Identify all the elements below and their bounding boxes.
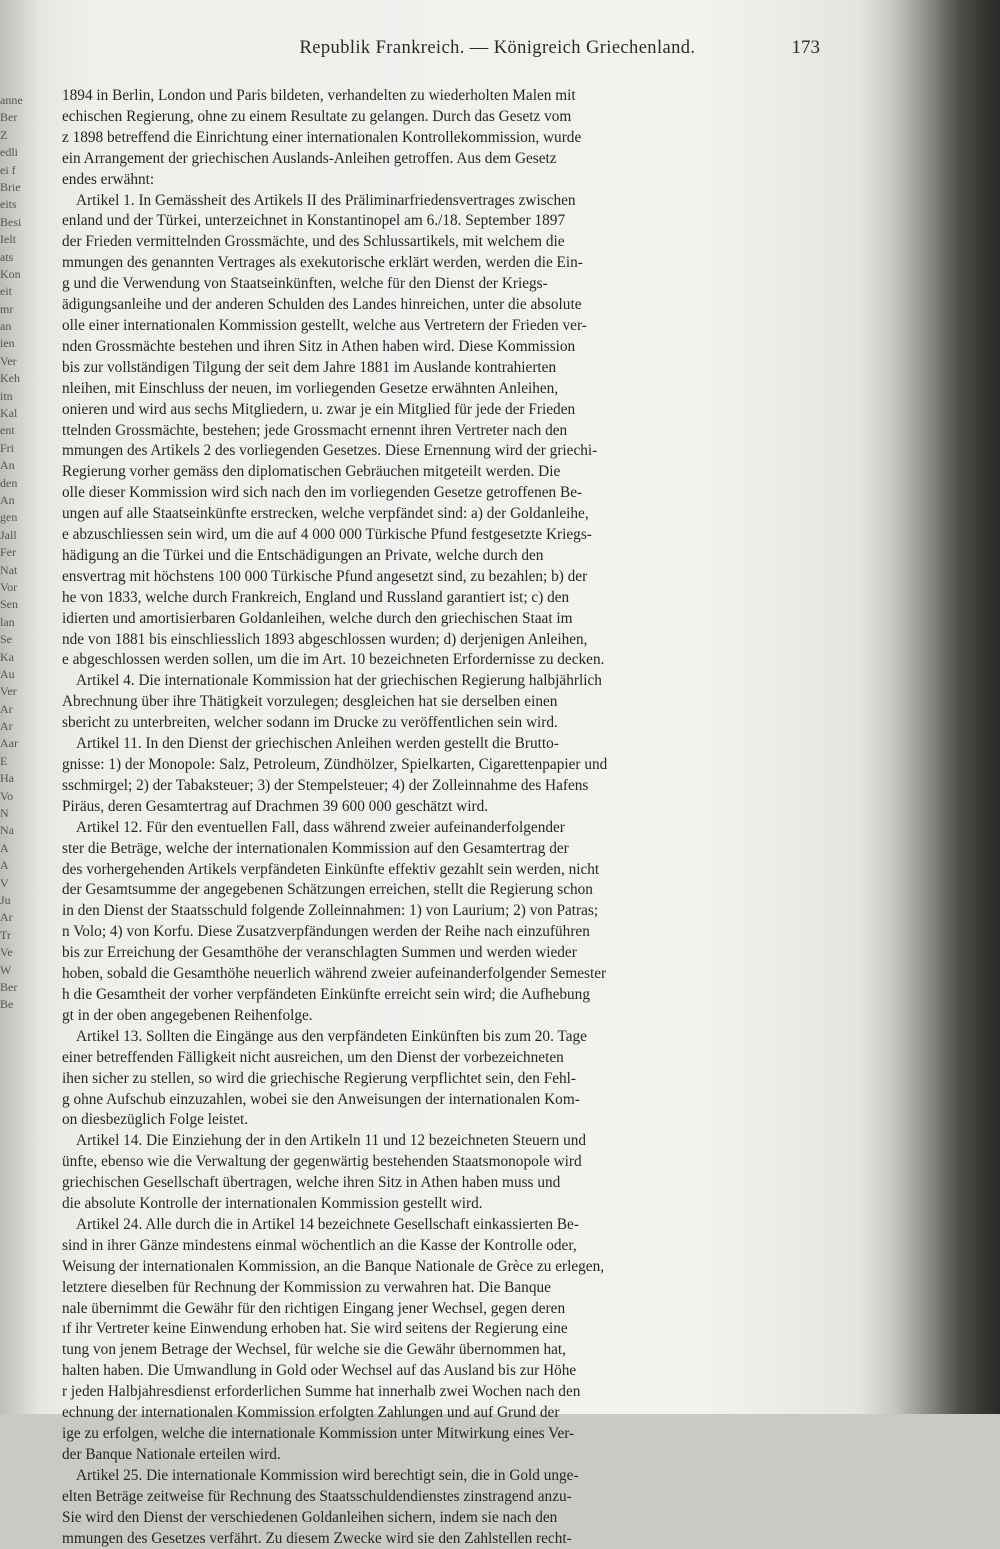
gutter-fragment: ats — [0, 249, 14, 264]
gutter-fragment: mr — [0, 301, 14, 316]
page-number: 173 — [791, 37, 820, 58]
text-line: ige zu erfolgen, welche die internationale Kommission unter Mitwirkung eines Ver- — [62, 1425, 575, 1442]
text-line: enland und der Türkei, unterzeichnet in Konstantinopel am 6./18. September 1897 — [62, 212, 566, 230]
running-title: Republik Frankreich. — Königreich Griechenland. — [299, 38, 696, 58]
gutter-fragment: E — [0, 753, 8, 768]
text-line: halten haben. Die Umwandlung in Gold oder Wechsel auf das Ausland bis zur Höhe — [62, 1362, 577, 1380]
text-line: gnisse: 1) der Monopole: Salz, Petroleum, Zündhölzer, Spielkarten, Cigarettenpapier und — [62, 756, 608, 773]
text-line: Artikel 25. Die internationale Kommission wird berechtigt sein, die in Gold unge- — [76, 1466, 579, 1484]
gutter-fragment: N — [0, 806, 9, 821]
text-line: der Frieden vermittelnden Grossmächte, und des Schlussartikels, mit welchem die — [62, 233, 565, 251]
text-line: mmungen des genannten Vertrages als exekutorische erklärt werden, werden die Ein- — [62, 254, 583, 272]
text-line: e abzuschliessen sein wird, um die auf 4 000 000 Türkische Pfund festgesetzte Kriegs- — [62, 526, 592, 544]
gutter-fragment: Ver — [0, 353, 17, 368]
text-line: 1894 in Berlin, London und Paris bildeten, verhandelten zu wiederholten Malen mit — [62, 87, 576, 104]
text-line: endes erwähnt: — [62, 170, 155, 188]
gutter-fragment: Be — [0, 997, 14, 1012]
gutter-fragment: Kon — [0, 266, 21, 281]
text-line: ensvertrag mit höchstens 100 000 Türkische Pfund angesetzt sind, zu bezahlen; b) der — [62, 567, 588, 585]
text-line: Piräus, deren Gesamtertrag auf Drachmen 39 600 000 geschätzt wird. — [62, 797, 489, 815]
text-line: der Gesamtsumme der angegebenen Schätzungen erreichen, stellt die Regierung schon — [62, 881, 593, 899]
gutter-fragment: eits — [0, 197, 17, 212]
gutter-fragment: Ar — [0, 719, 13, 734]
gutter-fragment: eit — [0, 284, 12, 299]
gutter-fragment: An — [0, 492, 15, 507]
gutter-fragment: Ver — [0, 684, 17, 699]
text-line: elten Beträge zeitweise für Rechnung des Staatsschuldendienstes zinstragend anzu- — [62, 1487, 572, 1505]
gutter-fragment: W — [0, 962, 12, 977]
text-line: tung von jenem Betrage der Wechsel, für welche sie die Gewähr übernommen hat, — [62, 1341, 566, 1359]
text-line: echischen Regierung, ohne zu einem Resultate zu gelangen. Durch das Gesetz vom — [62, 107, 572, 125]
gutter-fragment: Ber — [0, 979, 18, 994]
text-line: he von 1833, welche durch Frankreich, England und Russland garantiert ist; c) den — [62, 588, 570, 606]
gutter-fragment: A — [0, 858, 9, 873]
text-line: ünfte, ebenso wie die Verwaltung der gegenwärtig bestehenden Staatsmonopole wird — [62, 1153, 582, 1171]
gutter-fragment: den — [0, 475, 18, 490]
body-text — [62, 86, 820, 1549]
text-line: der Banque Nationale erteilen wird. — [62, 1445, 281, 1463]
text-line: onieren und wird aus sechs Mitgliedern, u. zwar je ein Mitglied für jede der Frieden — [62, 400, 576, 418]
text-line: z 1898 betreffend die Einrichtung einer internationalen Kontrollekommission, wurde — [62, 128, 582, 146]
text-line: ihen sicher zu stellen, so wird die griechische Regierung verpflichtet sein, den Fehl- — [62, 1069, 576, 1087]
text-line: Abrechnung über ihre Thätigkeit vorzulegen; desgleichen hat sie derselben einen — [62, 693, 558, 711]
text-line: on diesbezüglich Folge leistet. — [62, 1111, 249, 1129]
gutter-fragment: Ka — [0, 649, 14, 664]
text-line: nde von 1881 bis einschliesslich 1893 abgeschlossen wurden; d) derjenigen Anleihen, — [62, 630, 588, 648]
text-line: nden Grossmächte bestehen und ihren Sitz in Athen haben wird. Diese Kommission — [62, 337, 576, 355]
gutter-fragment: Ar — [0, 701, 13, 716]
gutter-fragment: itn — [0, 388, 13, 403]
gutter-fragment: Aar — [0, 736, 18, 751]
text-line: sschmirgel; 2) der Tabaksteuer; 3) der Stempelsteuer; 4) der Zolleinnahme des Hafens — [62, 776, 589, 794]
text-line: letztere dieselben für Rechnung der Kommission zu verwahren hat. Die Banque — [62, 1278, 551, 1296]
gutter-fragment: V — [0, 875, 9, 890]
gutter-fragment: Ber — [0, 110, 18, 125]
gutter-fragment: ien — [0, 336, 15, 351]
text-line: einer betreffenden Fälligkeit nicht ausreichen, um den Dienst der vorbezeichneten — [62, 1048, 564, 1066]
text-line: ungen auf alle Staatseinkünfte erstrecken, welche verpfändet sind: a) der Goldanleihe, — [62, 505, 589, 523]
gutter-fragment: Vo — [0, 788, 14, 803]
text-line: Regierung vorher gemäss den diplomatischen Gebräuchen mitgeteilt werden. Die — [62, 463, 561, 481]
gutter-fragment: Na — [0, 823, 14, 838]
gutter-fragment: an — [0, 319, 12, 334]
text-line: h die Gesamtheit der vorher verpfändeten Einkünfte erreicht sein wird; die Aufhebung — [62, 985, 590, 1003]
text-line: gt in der oben angegebenen Reihenfolge. — [62, 1006, 313, 1024]
text-line: Artikel 13. Sollten die Eingänge aus den verpfändeten Einkünften bis zum 20. Tage — [76, 1027, 587, 1045]
text-line: bis zur Erreichung der Gesamthöhe der veranschlagten Summen und werden wieder — [62, 944, 577, 962]
gutter-fragment: edli — [0, 145, 18, 160]
text-line: die absolute Kontrolle der internationalen Kommission gestellt wird. — [62, 1195, 483, 1213]
text-line: Artikel 1. In Gemässheit des Artikels II des Präliminarfriedensvertrages zwischen — [76, 191, 576, 209]
text-line: sbericht zu unterbreiten, welcher sodann im Drucke zu veröffentlichen sein wird. — [62, 714, 558, 732]
page-header — [175, 38, 820, 64]
text-line: ıf ihr Vertreter keine Einwendung erhoben hat. Sie wird seitens der Regierung eine — [62, 1320, 568, 1338]
gutter-fragment: Tr — [0, 927, 11, 942]
text-line: Sie wird den Dienst der verschiedenen Goldanleihen sichern, indem sie nach den — [62, 1508, 558, 1526]
text-line: Artikel 14. Die Einziehung der in den Artikeln 11 und 12 bezeichneten Steuern und — [76, 1132, 587, 1150]
gutter-fragment: Fer — [0, 545, 16, 560]
gutter-fragment: Se — [0, 632, 12, 647]
text-line: Artikel 12. Für den eventuellen Fall, dass während zweier aufeinanderfolgender — [76, 818, 565, 836]
text-line: ster die Beträge, welche der internationalen Kommission auf den Gesamtertrag der — [62, 839, 569, 857]
text-line: hädigung an die Türkei und die Entschädigungen an Private, welche durch den — [62, 546, 544, 564]
text-line: in den Dienst der Staatsschuld folgende Zolleinnahmen: 1) von Laurium; 2) von Patras; — [62, 902, 599, 920]
text-line: echnung der internationalen Kommission erfolgten Zahlungen und auf Grund der — [62, 1404, 560, 1422]
text-line: Artikel 4. Die internationale Kommission hat der griechischen Regierung halbjährlich — [76, 672, 602, 690]
gutter-fragment: Kal — [0, 406, 18, 421]
gutter-fragment: lan — [0, 614, 15, 629]
text-line: Artikel 11. In den Dienst der griechischen Anleihen werden gestellt die Brutto- — [76, 735, 559, 753]
gutter-fragment: Ar — [0, 910, 13, 925]
gutter-fragment: ent — [0, 423, 15, 438]
gutter-fragment: Ve — [0, 945, 13, 960]
gutter-fragment: Fri — [0, 440, 15, 455]
text-line: mmungen des Gesetzes verfährt. Zu diesem Zwecke wird sie den Zahlstellen recht- — [62, 1529, 572, 1547]
gutter-fragment: ei f — [0, 162, 16, 177]
binding-shadow — [890, 0, 1000, 1414]
text-line: nale übernimmt die Gewähr für den richtigen Eingang jener Wechsel, gegen deren — [62, 1299, 566, 1317]
text-line: des vorhergehenden Artikels verpfändeten Einkünfte effektiv gezahlt sein werden, nicht — [62, 860, 600, 878]
text-line: ädigungsanleihe und der anderen Schulden des Landes hinreichen, unter die absolute — [62, 296, 582, 314]
text-line: mmungen des Artikels 2 des vorliegenden Gesetzes. Diese Ernennung wird der griechi- — [62, 442, 598, 460]
gutter-fragment: Au — [0, 666, 15, 681]
gutter-fragment: A — [0, 840, 9, 855]
text-line: r jeden Halbjahresdienst erforderlichen Summe hat innerhalb zwei Wochen nach den — [62, 1383, 581, 1401]
text-line: olle dieser Kommission wird sich nach den im vorliegenden Gesetze getroffenen Be- — [62, 484, 583, 502]
text-line: nleihen, mit Einschluss der neuen, im vorliegenden Gesetze erwähnten Anleihen, — [62, 379, 559, 397]
text-line: g ohne Aufschub einzuzahlen, wobei sie den Anweisungen der internationalen Kom- — [62, 1090, 580, 1108]
text-line: sind in ihrer Gänze mindestens einmal wöchentlich an die Kasse der Kontrolle oder, — [62, 1236, 577, 1254]
text-line: idierten und amortisierbaren Goldanleihen, welche durch den griechischen Staat im — [62, 609, 573, 627]
text-line: ein Arrangement der griechischen Auslands-Anleihen getroffen. Aus dem Gesetz — [62, 149, 557, 167]
text-line: Artikel 24. Alle durch die in Artikel 14 bezeichnete Gesellschaft einkassierten Be- — [76, 1215, 579, 1233]
text-line: hoben, sobald die Gesamthöhe neuerlich während zweier aufeinanderfolgender Semester — [62, 965, 607, 983]
gutter-fragment: Ha — [0, 771, 14, 786]
gutter-fragment: Keh — [0, 371, 20, 386]
gutter-fragment: Ielt — [0, 232, 16, 247]
gutter-fragment: Ju — [0, 892, 11, 907]
gutter-fragment: Z — [0, 127, 8, 142]
gutter-fragment: anne — [0, 93, 23, 107]
text-line: ttelnden Grossmächte, bestehen; jede Grossmacht ernennt ihren Vertreter nach den — [62, 421, 568, 439]
gutter-fragment: Nat — [0, 562, 18, 577]
gutter-fragment: Sen — [0, 597, 18, 612]
gutter-fragment: gen — [0, 510, 18, 525]
text-line: e abgeschlossen werden sollen, um die im Art. 10 bezeichneten Erfordernisse zu decken. — [62, 651, 605, 669]
text-line: g und die Verwendung von Staatseinkünften, welche für den Dienst der Kriegs- — [62, 275, 548, 293]
gutter-fragment: Besi — [0, 214, 22, 229]
text-line: Weisung der internationalen Kommission, an die Banque Nationale de Grèce zu erlegen, — [62, 1257, 605, 1275]
gutter-fragment: Jall — [0, 527, 17, 542]
text-line: griechischen Gesellschaft übertragen, welche ihren Sitz in Athen haben muss und — [62, 1174, 561, 1192]
facing-page-fragments — [0, 92, 52, 1392]
text-line: olle einer internationalen Kommission gestellt, welche aus Vertretern der Frieden ver- — [62, 316, 587, 334]
text-line: bis zur vollständigen Tilgung der seit dem Jahre 1881 im Auslande kontrahierten — [62, 358, 557, 376]
gutter-fragment: An — [0, 458, 15, 473]
text-line: n Volo; 4) von Korfu. Diese Zusatzverpfändungen werden der Reihe nach einzuführen — [62, 923, 590, 941]
gutter-fragment: Brie — [0, 179, 21, 194]
gutter-fragment: Vor — [0, 579, 18, 594]
